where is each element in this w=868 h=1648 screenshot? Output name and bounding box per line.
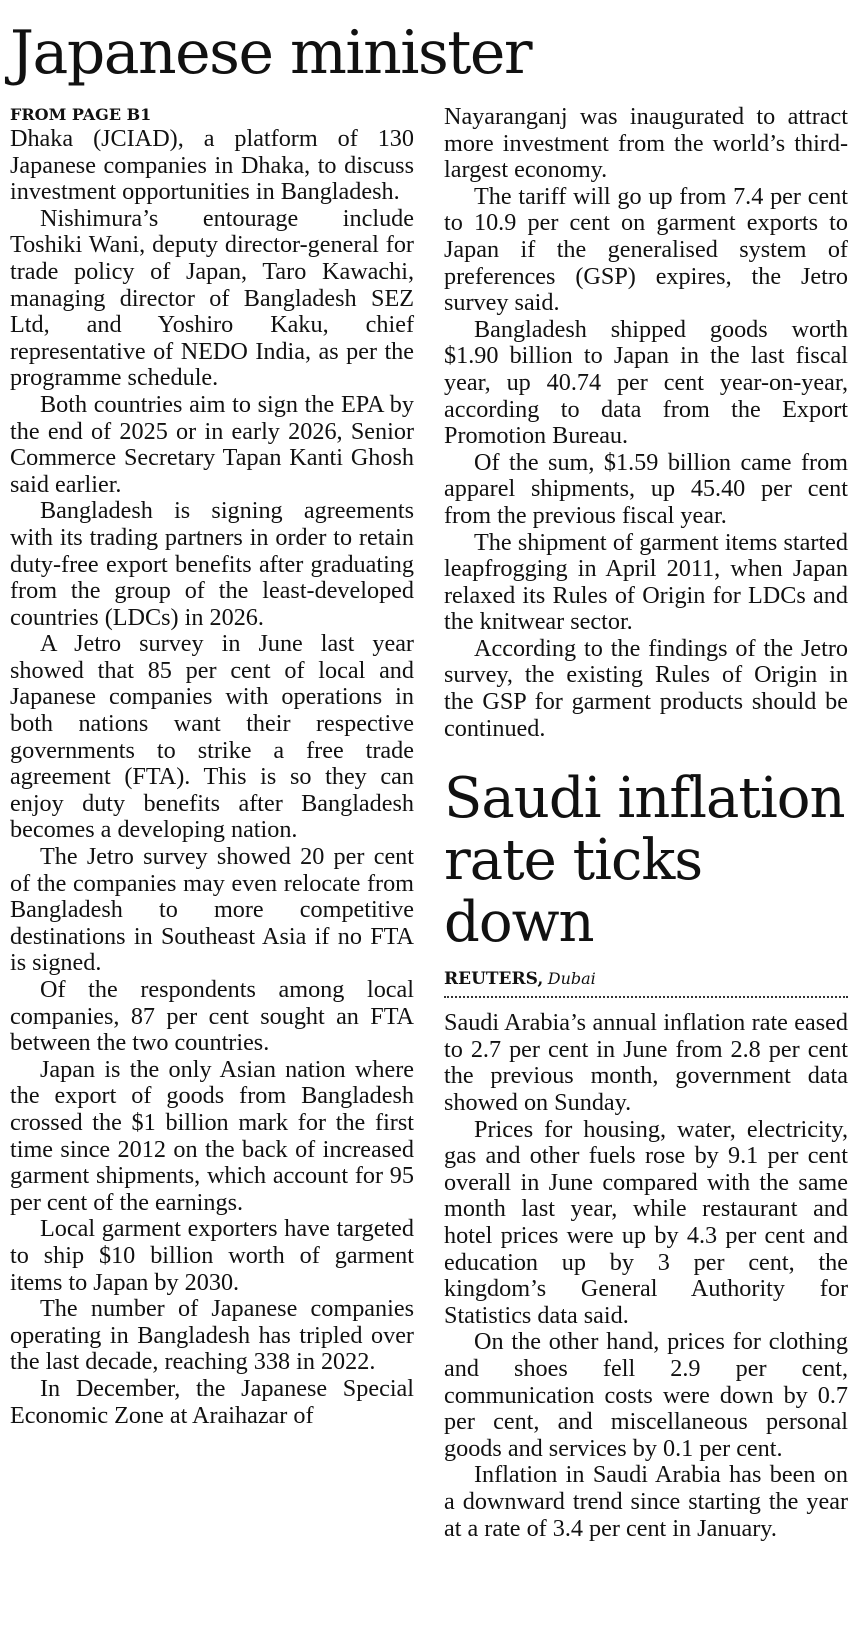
paragraph: According to the findings of the Jetro survey, the existing Rules of Origin in the GSP for garment products should be continued.: [444, 634, 848, 742]
paragraph: Prices for housing, water, electricity, gas and other fuels rose by 9.1 per cent overall in June compared with the same month last year, while restaurant and hotel prices were up by 4.3 per cent and education up by 3 per cent, the kingdom’s General Authority for Statistics data said.: [444, 1115, 848, 1329]
article-column-right: [444, 104, 848, 1542]
second-article-headline: Saudi inflation rate ticks down: [444, 766, 845, 956]
article-headline: Japanese minister: [10, 18, 532, 88]
paragraph: Bangladesh shipped goods worth $1.90 billion to Japan in the last fiscal year, up 40.74 per cent year-on-year, according to data from the Export Promotion Bureau.: [444, 315, 848, 450]
paragraph: Of the respondents among local companies, 87 per cent sought an FTA between the two countries.: [10, 976, 414, 1057]
paragraph: The number of Japanese companies operating in Bangladesh has tripled over the last decade, reaching 338 in 2022.: [10, 1295, 414, 1376]
dotted-divider: [444, 996, 848, 998]
paragraph: Saudi Arabia’s annual inflation rate eased to 2.7 per cent in June from 2.8 per cent the previous month, government data showed on Sunday.: [444, 1009, 848, 1117]
paragraph: The Jetro survey showed 20 per cent of the companies may even relocate from Bangladesh to more competitive destinations in Southeast Asia if no FTA is signed.: [10, 843, 414, 977]
paragraph: Bangladesh is signing agreements with its trading partners in order to retain duty-free export benefits after graduating from the group of the least-developed countries (LDCs) in 2026.: [10, 497, 414, 631]
paragraph: In December, the Japanese Special Economic Zone at Araihazar of: [10, 1374, 414, 1429]
paragraph: Nishimura’s entourage include Toshiki Wani, deputy director-general for trade policy of Japan, Taro Kawachi, managing director of Bangladesh SEZ Ltd, and Yoshiro Kaku, chief representative of NEDO India, as per the programme schedule.: [10, 204, 414, 392]
dateline: FROM PAGE B1: [10, 105, 152, 124]
paragraph: Local garment exporters have targeted to ship $10 billion worth of garment items to Japan by 2030.: [10, 1215, 414, 1296]
paragraph: Nayaranganj was inaugurated to attract more investment from the world’s third-largest economy.: [444, 103, 848, 184]
paragraph: Dhaka (JCIAD), a platform of 130 Japanese companies in Dhaka, to discuss investment opportunities in Bangladesh.: [10, 125, 414, 206]
paragraph: The shipment of garment items started leapfrogging in April 2011, when Japan relaxed its Rules of Origin for LDCs and the knitwear sector.: [444, 528, 848, 636]
byline: [444, 966, 848, 990]
paragraph: On the other hand, prices for clothing and shoes fell 2.9 per cent, communication costs were down by 0.7 per cent, and miscellaneous personal goods and services by 0.1 per cent.: [444, 1328, 848, 1462]
paragraph: Of the sum, $1.59 billion came from apparel shipments, up 45.40 per cent from the previous fiscal year.: [444, 448, 848, 529]
paragraph: Japan is the only Asian nation where the export of goods from Bangladesh crossed the $1 billion mark for the first time since 2012 on the back of increased garment shipments, which account for 95 per cent of the earnings.: [10, 1055, 414, 1216]
byline-city: Dubai: [547, 969, 596, 989]
article-column-left: [10, 104, 414, 1429]
paragraph: Inflation in Saudi Arabia has been on a downward trend since starting the year at a rate of 3.4 per cent in January.: [444, 1461, 848, 1542]
paragraph: A Jetro survey in June last year showed that 85 per cent of local and Japanese companies with operations in both nations want their respective governments to strike a free trade agreement (FTA). This is so they can enjoy duty benefits after Bangladesh becomes a developing nation.: [10, 630, 414, 844]
byline-agency: REUTERS,: [444, 969, 544, 990]
paragraph: The tariff will go up from 7.4 per cent to 10.9 per cent on garment exports to Japan if the generalised system of preferences (GSP) expires, the Jetro survey said.: [444, 182, 848, 317]
paragraph: Both countries aim to sign the EPA by the end of 2025 or in early 2026, Senior Commerce Secretary Tapan Kanti Ghosh said earlier.: [10, 390, 414, 498]
